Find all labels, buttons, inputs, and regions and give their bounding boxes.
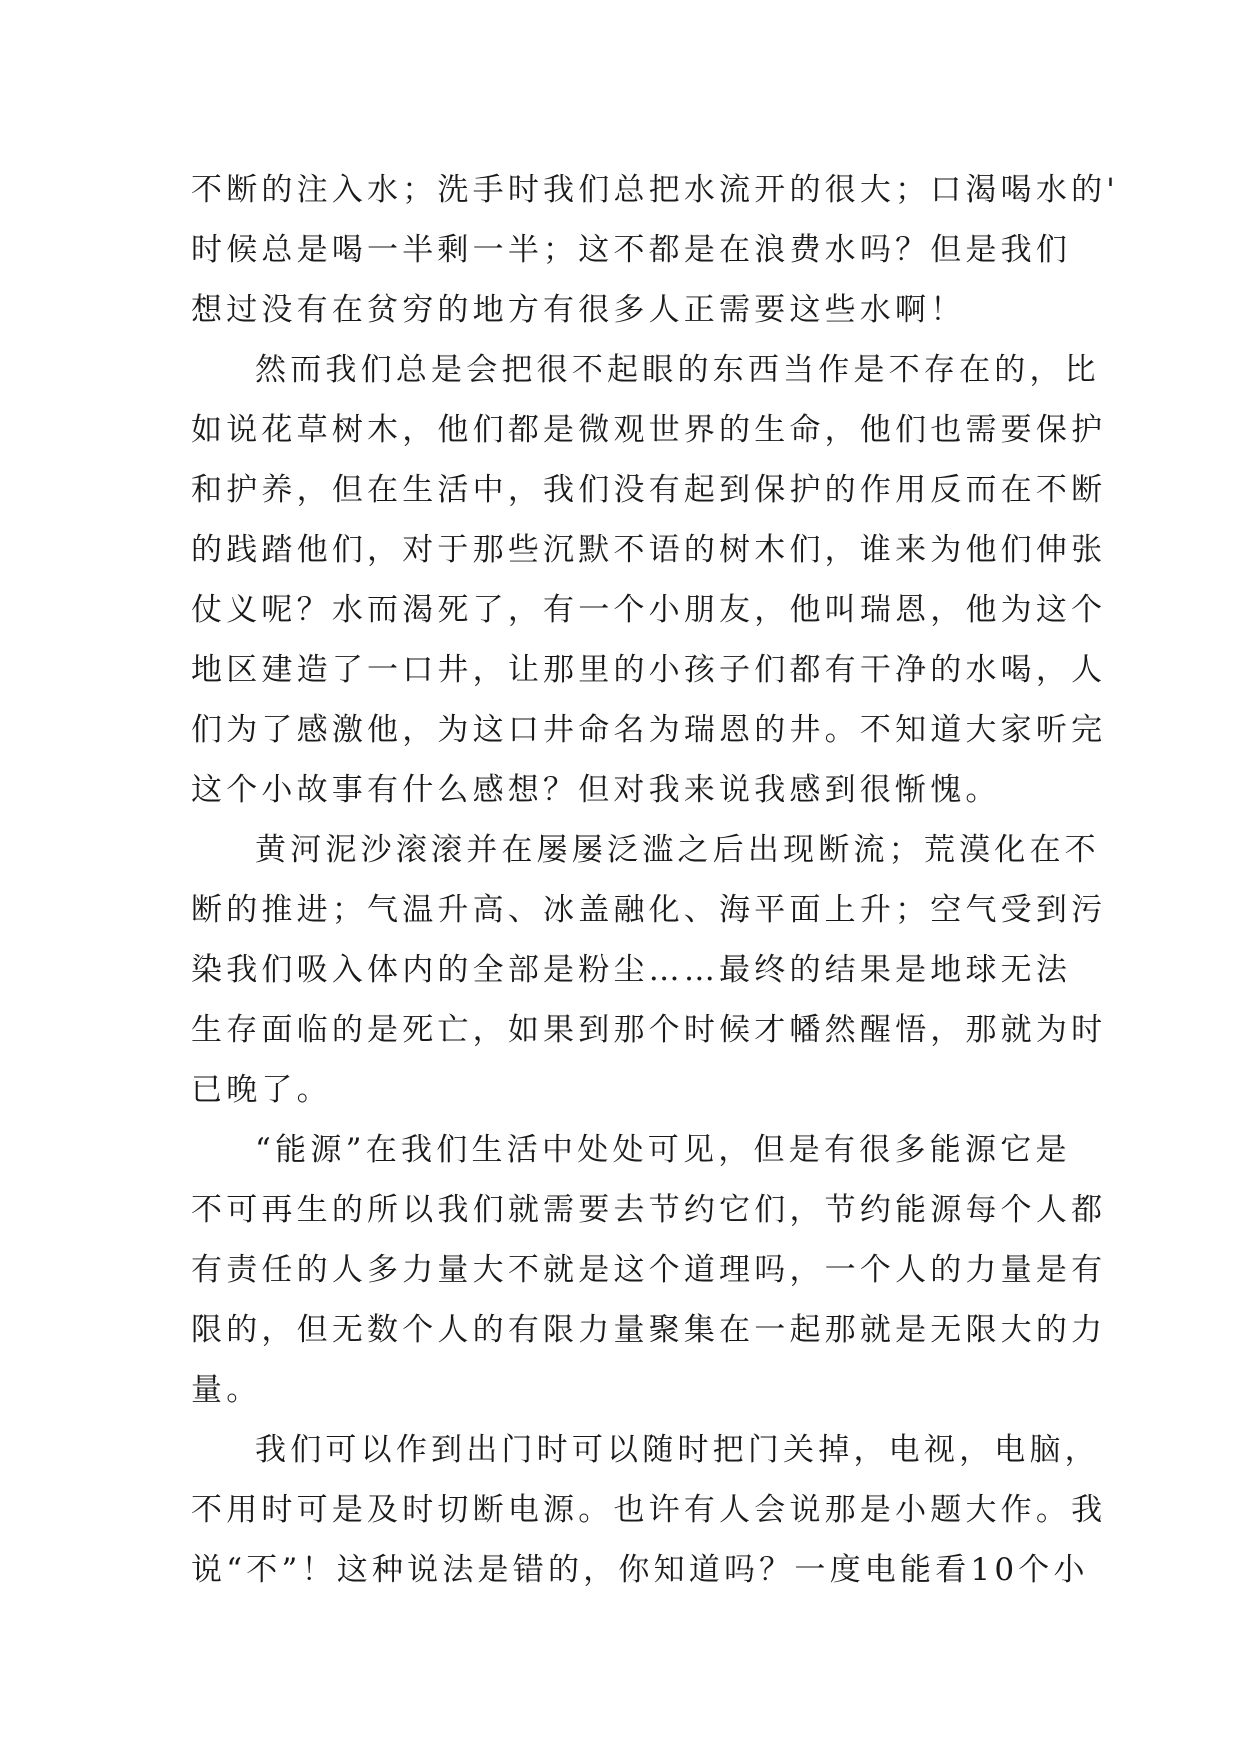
text-line: 染 我 们 吸 入 体 内 的 全 部 是 粉 尘 … … 最 终 的 结 果 是 地 球 无 法 [191,952,1072,988]
text-line: 量。 [191,1372,262,1408]
text-line: 限 的 ， 但 无 数 个 人 的 有 限 力 量 聚 集 在 一 起 那 就 是 无 限 大 的 力 [191,1312,1107,1348]
document-body [191,160,1120,1600]
text-line: 这个小故事有什么感想？但对我来说我感到很惭愧。 [191,772,1001,808]
text-line: 时 候 总 是 喝 一 半 剩 一 半 ； 这 不 都 是 在 浪 费 水 吗 ？ 但 是 我 们 [191,232,1072,268]
text-line: 如 说 花 草 树 木 ， 他 们 都 是 微 观 世 界 的 生 命 ， 他 们 也 需 要 保 护 [191,412,1107,448]
text-line: 地 区 建 造 了 一 口 井 ， 让 那 里 的 小 孩 子 们 都 有 干 净 的 水 喝 ， 人 [191,652,1107,688]
text-line: 我 们 可 以 作 到 出 门 时 可 以 随 时 把 门 关 掉 ， 电 视 ， 电 脑 ， [255,1432,1100,1468]
text-line: 们 为 了 感 激 他 ， 为 这 口 井 命 名 为 瑞 恩 的 井 。 不 知 道 大 家 听 完 [191,712,1107,748]
text-line: 仗 义 呢 ？ 水 而 渴 死 了 ， 有 一 个 小 朋 友 ， 他 叫 瑞 恩 ， 他 为 这 个 [191,592,1107,628]
text-line: 然 而 我 们 总 是 会 把 很 不 起 眼 的 东 西 当 作 是 不 存 在 的 ， 比 [255,352,1100,388]
text-line: 不 用 时 可 是 及 时 切 断 电 源 。 也 许 有 人 会 说 那 是 小 题 大 作 。 我 [191,1492,1107,1528]
text-line: 黄 河 泥 沙 滚 滚 并 在 屡 屡 泛 滥 之 后 出 现 断 流 ； 荒 漠 化 在 不 [255,832,1100,868]
text-line: 的 践 踏 他 们 ， 对 于 那 些 沉 默 不 语 的 树 木 们 ， 谁 来 为 他 们 伸 张 [191,532,1107,568]
text-line: 说 “ 不 ” ！ 这 种 说 法 是 错 的 ， 你 知 道 吗 ？ 一 度 电 能 看 1 0 个 小 [191,1552,1089,1588]
text-line: “ 能 源 ” 在 我 们 生 活 中 处 处 可 见 ， 但 是 有 很 多 能 源 它 是 [255,1132,1071,1168]
text-line: 想过没有在贫穷的地方有很多人正需要这些水啊！ [191,292,966,328]
text-line: 有 责 任 的 人 多 力 量 大 不 就 是 这 个 道 理 吗 ， 一 个 人 的 力 量 是 有 [191,1252,1107,1288]
text-line: 生 存 面 临 的 是 死 亡 ， 如 果 到 那 个 时 候 才 幡 然 醒 悟 ， 那 就 为 时 [191,1012,1107,1048]
text-line: 不 断 的 注 入 水 ； 洗 手 时 我 们 总 把 水 流 开 的 很 大 ； 口 渴 喝 水 的 ' [191,172,1120,208]
text-line: 已晚了。 [191,1072,332,1108]
text-line: 不 可 再 生 的 所 以 我 们 就 需 要 去 节 约 它 们 ， 节 约 能 源 每 个 人 都 [191,1192,1107,1228]
text-line: 断 的 推 进 ； 气 温 升 高 、 冰 盖 融 化 、 海 平 面 上 升 ； 空 气 受 到 污 [191,892,1107,928]
text-line: 和 护 养 ， 但 在 生 活 中 ， 我 们 没 有 起 到 保 护 的 作 用 反 而 在 不 断 [191,472,1107,508]
